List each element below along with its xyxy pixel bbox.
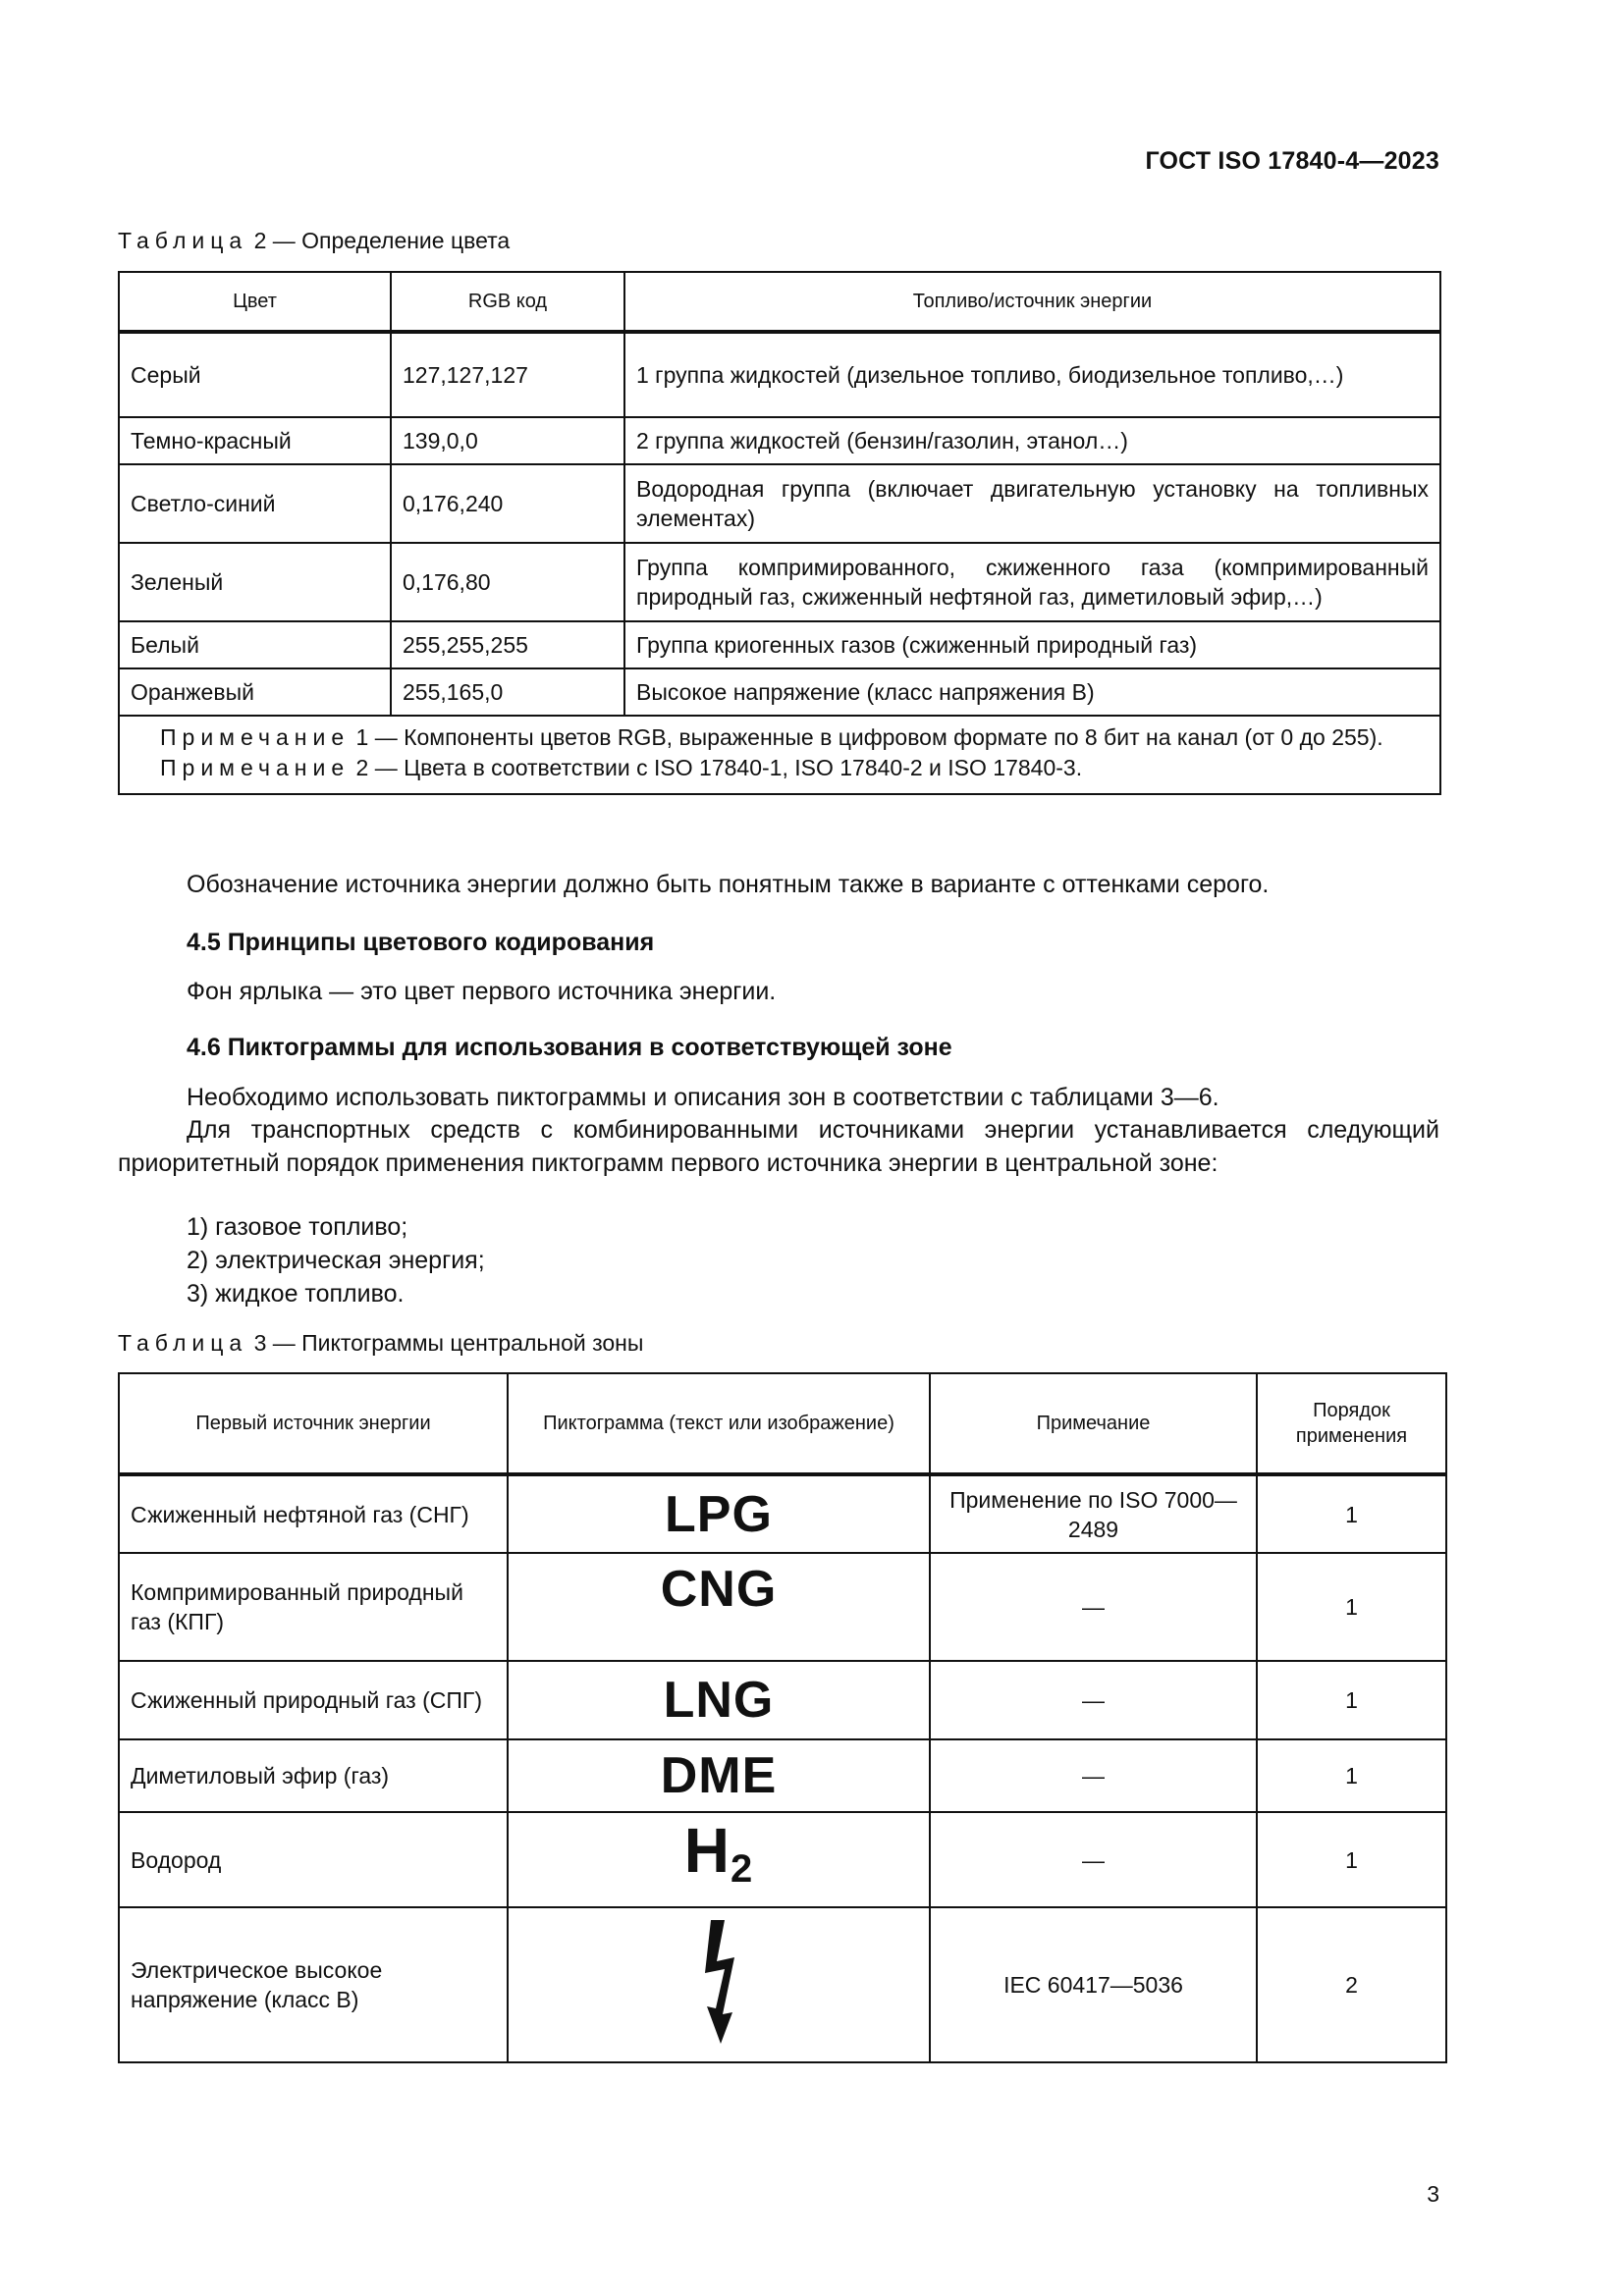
table2-caption-label: Таблица (118, 228, 248, 253)
table-row (119, 1553, 1446, 1661)
table-row (119, 621, 1440, 668)
energy-source-cell: Сжиженный нефтяной газ (СНГ) (119, 1474, 508, 1553)
column-header: RGB код (391, 272, 624, 332)
column-header: Первый источник энергии (119, 1373, 508, 1474)
energy-source-cell: Водород (119, 1812, 508, 1907)
order-cell: 1 (1257, 1739, 1446, 1812)
rgb-cell: 255,165,0 (391, 668, 624, 716)
table-header-row (119, 272, 1440, 332)
rgb-cell: 127,127,127 (391, 332, 624, 417)
note-cell: Применение по ISO 7000—2489 (930, 1474, 1257, 1553)
note-text: 2 — Цвета в соответствии с ISO 17840-1, ISO 17840-2 и ISO 17840-3. (350, 755, 1083, 780)
fuel-cell: Группа компримированного, сжиженного газа (компримированный природный газ, сжиженный нефтяной газ, диметиловый эфир,…) (624, 543, 1440, 621)
table-row (119, 464, 1440, 543)
fuel-cell: Высокое напряжение (класс напряжения B) (624, 668, 1440, 716)
priority-list-item: 1) газовое топливо; (187, 1213, 408, 1241)
section-4-5-heading: 4.5 Принципы цветового кодирования (187, 929, 655, 956)
note-cell: IEC 60417—5036 (930, 1907, 1257, 2062)
fuel-cell: Водородная группа (включает двигательную установку на топливных элементах) (624, 464, 1440, 543)
energy-source-cell: Электрическое высокое напряжение (класс B) (119, 1907, 508, 2062)
high-voltage-pictogram (508, 1907, 930, 2062)
high-voltage-lightning-icon (689, 1918, 748, 2046)
color-definition-table (118, 271, 1441, 795)
table2-caption (118, 228, 510, 254)
order-cell: 1 (1257, 1474, 1446, 1553)
color-cell: Зеленый (119, 543, 391, 621)
note-cell: — (930, 1553, 1257, 1661)
dme-pictogram: DME (508, 1739, 930, 1812)
note-2 (131, 753, 1429, 783)
fuel-cell: 2 группа жидкостей (бензин/газолин, этанол…) (624, 417, 1440, 464)
column-header: Цвет (119, 272, 391, 332)
column-header: Топливо/источник энергии (624, 272, 1440, 332)
note-text: 1 — Компоненты цветов RGB, выраженные в цифровом формате по 8 бит на канал (от 0 до 255). (350, 724, 1383, 750)
section-4-5-text: Фон ярлыка — это цвет первого источника энергии. (187, 978, 777, 1005)
table3-caption-label: Таблица (118, 1330, 248, 1356)
central-zone-pictograms-table (118, 1372, 1447, 2063)
column-header: Порядок применения (1257, 1373, 1446, 1474)
color-cell: Серый (119, 332, 391, 417)
fuel-cell: 1 группа жидкостей (дизельное топливо, биодизельное топливо,…) (624, 332, 1440, 417)
rgb-cell: 0,176,240 (391, 464, 624, 543)
section-4-6-heading: 4.6 Пиктограммы для использования в соответствующей зоне (187, 1034, 952, 1061)
table-header-row (119, 1373, 1446, 1474)
section-4-6-text1: Необходимо использовать пиктограммы и описания зон в соответствии с таблицами 3—6. (187, 1084, 1219, 1111)
color-cell: Белый (119, 621, 391, 668)
color-cell: Оранжевый (119, 668, 391, 716)
document-id-header: ГОСТ ISO 17840-4—2023 (1145, 147, 1439, 175)
order-cell: 1 (1257, 1661, 1446, 1739)
energy-source-cell: Диметиловый эфир (газ) (119, 1739, 508, 1812)
hydrogen-subscript: 2 (730, 1847, 754, 1891)
note-label: Примечание (160, 755, 351, 780)
hydrogen-symbol: H (683, 1815, 731, 1886)
rgb-cell: 255,255,255 (391, 621, 624, 668)
lng-pictogram: LNG (508, 1661, 930, 1739)
order-cell: 2 (1257, 1907, 1446, 2062)
note-cell: — (930, 1812, 1257, 1907)
table-row (119, 543, 1440, 621)
grayscale-paragraph: Обозначение источника энергии должно быть понятным также в варианте с оттенками серого. (187, 871, 1270, 898)
table3-caption-title: 3 — Пиктограммы центральной зоны (247, 1330, 644, 1356)
column-header: Примечание (930, 1373, 1257, 1474)
table-row (119, 668, 1440, 716)
table-notes (119, 716, 1440, 794)
hydrogen-pictogram (508, 1812, 930, 1907)
order-cell: 1 (1257, 1553, 1446, 1661)
priority-list-item: 2) электрическая энергия; (187, 1247, 485, 1274)
order-cell: 1 (1257, 1812, 1446, 1907)
note-cell: — (930, 1739, 1257, 1812)
table3-caption (118, 1330, 643, 1357)
table-row (119, 332, 1440, 417)
color-cell: Светло-синий (119, 464, 391, 543)
section-4-6-text2: Для транспортных средств с комбинированными источниками энергии устанавливается следующий приоритетный порядок применения пиктограмм первого источника энергии в центральной зоне: (118, 1116, 1439, 1177)
table-row (119, 1812, 1446, 1907)
energy-source-cell: Сжиженный природный газ (СПГ) (119, 1661, 508, 1739)
rgb-cell: 139,0,0 (391, 417, 624, 464)
table-row (119, 1907, 1446, 2062)
page-number: 3 (1427, 2181, 1439, 2207)
table-row (119, 1474, 1446, 1553)
lpg-pictogram: LPG (508, 1474, 930, 1553)
cng-pictogram: CNG (508, 1553, 930, 1661)
energy-source-cell: Компримированный природный газ (КПГ) (119, 1553, 508, 1661)
priority-list-item: 3) жидкое топливо. (187, 1280, 405, 1308)
table-row (119, 1661, 1446, 1739)
table2-caption-title: 2 — Определение цвета (247, 228, 511, 253)
table-row (119, 1739, 1446, 1812)
table-note-row (119, 716, 1440, 794)
note-cell: — (930, 1661, 1257, 1739)
note-1 (131, 722, 1429, 753)
color-cell: Темно-красный (119, 417, 391, 464)
note-label: Примечание (160, 724, 351, 750)
table-row (119, 417, 1440, 464)
fuel-cell: Группа криогенных газов (сжиженный природный газ) (624, 621, 1440, 668)
column-header: Пиктограмма (текст или изображение) (508, 1373, 930, 1474)
rgb-cell: 0,176,80 (391, 543, 624, 621)
